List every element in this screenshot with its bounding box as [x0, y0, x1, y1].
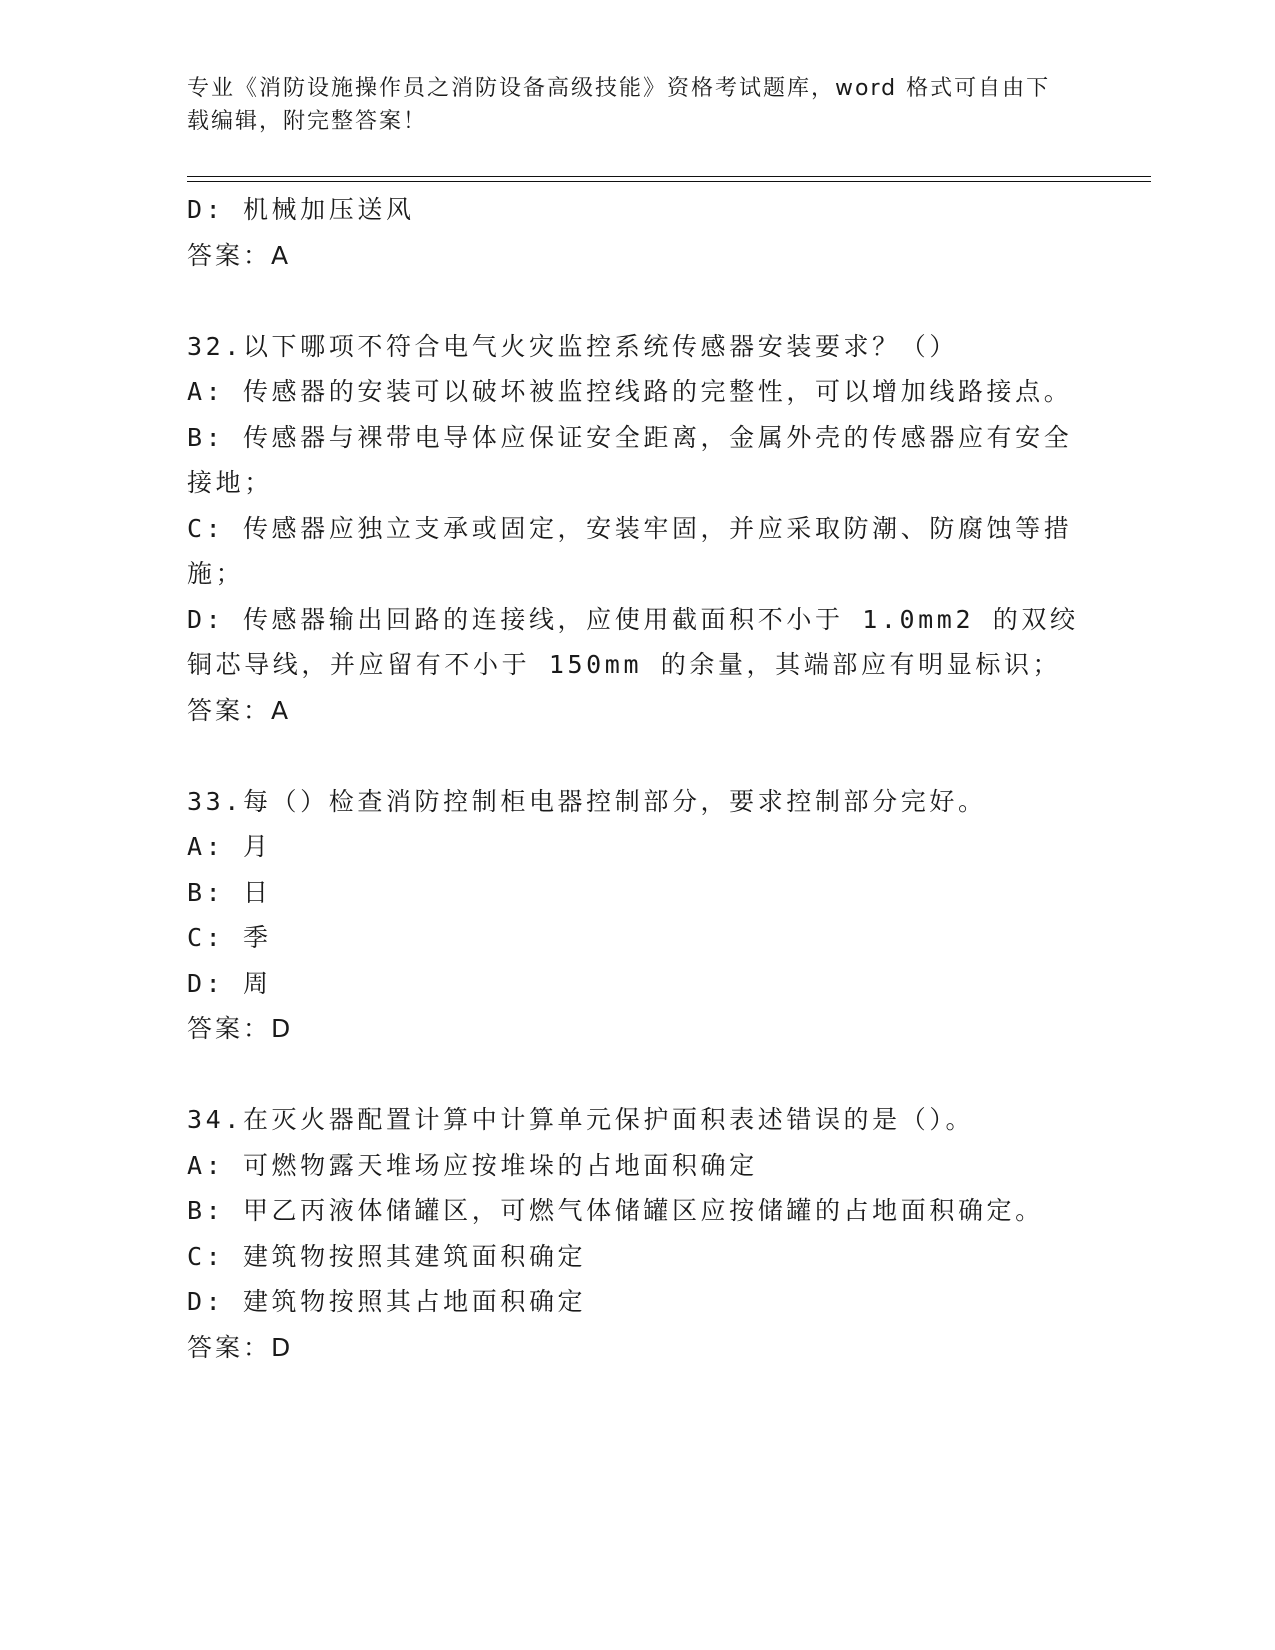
option-d: D: 建筑物按照其占地面积确定 [187, 1287, 587, 1316]
option-d: D: 周 [187, 968, 272, 998]
question-block-34 [187, 1097, 1087, 1370]
question-block-32 [187, 324, 1087, 734]
option-a: A: 月 [187, 832, 272, 861]
option-d: D: 机械加压送风 [187, 195, 415, 224]
option-a: A: 传感器的安装可以破坏被监控线路的完整性，可以增加线路接点。 [187, 377, 1073, 406]
option-c: C: 传感器应独立支承或固定，安装牢固，并应采取防潮、防腐蚀等措施； [187, 513, 1073, 588]
question-text: 34.在灭火器配置计算中计算单元保护面积表述错误的是（）。 [187, 1105, 975, 1134]
spacer [187, 1052, 1087, 1098]
option-b: B: 传感器与裸带电导体应保证安全距离，金属外壳的传感器应有安全接地； [187, 422, 1073, 497]
answer-line: 答案：A [187, 695, 292, 725]
header-rule-top [187, 176, 1151, 177]
question-text: 32.以下哪项不符合电气火灾监控系统传感器安装要求？（） [187, 331, 958, 361]
header-rule-bottom [187, 181, 1151, 182]
spacer [187, 278, 1087, 324]
spacer [187, 733, 1087, 779]
option-b: B: 甲乙丙液体储罐区，可燃气体储罐区应按储罐的占地面积确定。 [187, 1196, 1044, 1225]
option-c: C: 建筑物按照其建筑面积确定 [187, 1241, 587, 1271]
answer-line: 答案：A [187, 240, 292, 270]
question-content [187, 187, 1087, 1370]
option-c: C: 季 [187, 923, 272, 952]
answer-line: 答案：D [187, 1332, 294, 1362]
option-b: B: 日 [187, 877, 272, 907]
question-block-33 [187, 779, 1087, 1052]
option-a: A: 可燃物露天堆场应按堆垛的占地面积确定 [187, 1150, 758, 1180]
option-d: D: 传感器输出回路的连接线，应使用截面积不小于 1.0mm2 的双绞铜芯导线，并应留有不小于 150mm 的余量，其端部应有明显标识； [187, 604, 1079, 679]
document-header: 专业《消防设施操作员之消防设备高级技能》资格考试题库，word 格式可自由下载编辑，附完整答案！ [187, 76, 1051, 134]
question-text: 33.每（）检查消防控制柜电器控制部分，要求控制部分完好。 [187, 786, 987, 816]
answer-line: 答案：D [187, 1014, 294, 1043]
question-block-31-tail [187, 187, 1087, 278]
